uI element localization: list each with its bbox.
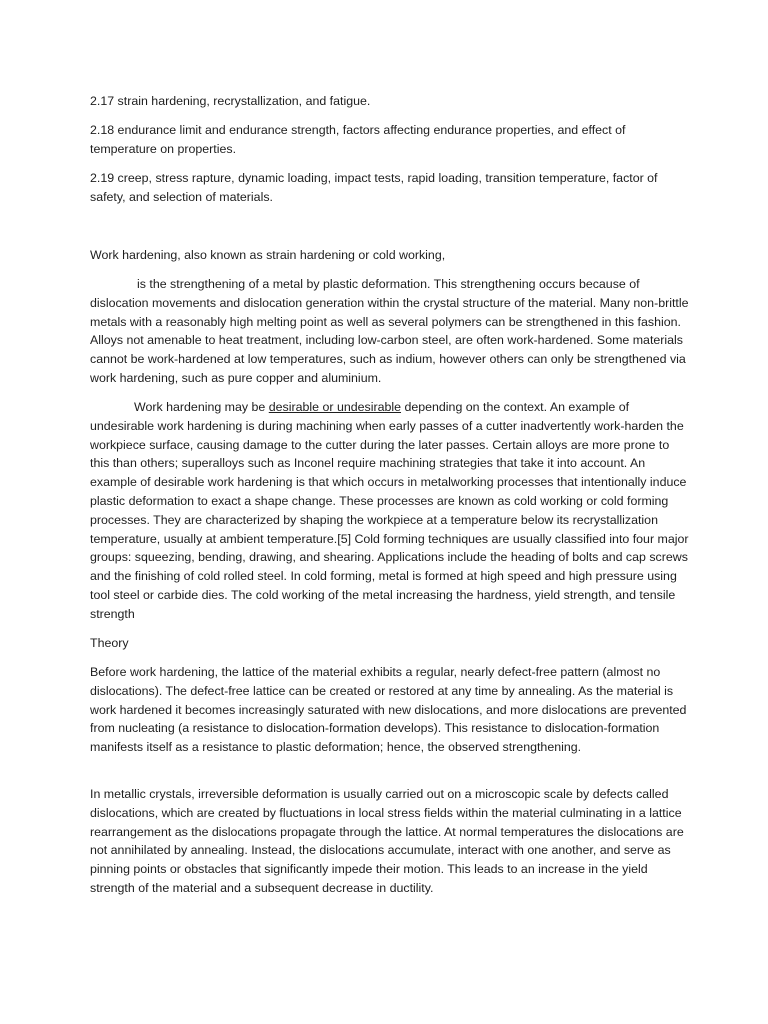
paragraph-desirability [90, 398, 690, 624]
paragraph-dislocations: In metallic crystals, irreversible deformation is usually carried out on a microscopic scale by defects called dislocations, which are created by fluctuations in local stress fields within the material culminating in a lattice rearrangement as the dislocations propagate through the lattice. At normal temperatures the dislocations are not annihilated by annealing. Instead, the dislocations accumulate, interact with one another, and serve as pinning points or obstacles that significantly impede their motion. This leads to an increase in the yield strength of the material and a subsequent decrease in ductility. [90, 787, 684, 895]
paragraph-desirability-body: depending on the context. An example of undesirable work hardening is during machining when early passes of a cutter inadvertently work-harden the workpiece surface, causing damage to the cutter during the later passes. Certain alloys are more prone to this than others; superalloys such as Inconel require machining strategies that take it into account. An example of desirable work hardening is that which occurs in metalworking processes that intentionally induce plastic deformation to exact a shape change. These processes are known as cold working or cold forming processes. They are characterized by shaping the workpiece at a temperature below its recrystallization temperature, usually at ambient temperature.[5] Cold forming techniques are usually classified into four major groups: squeezing, bending, drawing, and shearing. Applications include the heading of bolts and cap screws and the finishing of cold rolled steel. In cold forming, metal is formed at high speed and high pressure using tool steel or carbide dies. The cold working of the metal increasing the hardness, yield strength, and tensile strength [90, 400, 689, 621]
intro-line: Work hardening, also known as strain hardening or cold working, [90, 248, 446, 262]
underlined-phrase: desirable or undesirable [268, 400, 402, 414]
paragraph-definition: is the strengthening of a metal by plastic deformation. This strengthening occurs because of dislocation movements and dislocation generation within the crystal structure of the material. Many non-brittle metals with a reasonably high melting point as well as several polymers can be strengthened in this fashion. Alloys not amenable to heat treatment, including low-carbon steel, are often work-hardened. Some materials cannot be work-hardened at low temperatures, such as indium, however others can only be strengthened via work hardening, such as pure copper and aluminium. [90, 277, 689, 385]
paragraph-lattice: Before work hardening, the lattice of the material exhibits a regular, nearly defect-free pattern (almost no dislocations). The defect-free lattice can be created or restored at any time by annealing. As the material is work hardened it becomes increasingly saturated with new dislocations, and more dislocations are prevented from nucleating (a resistance to dislocation-formation develops). This resistance to dislocation-formation manifests itself as a resistance to plastic deformation; hence, the observed strengthening. [90, 665, 687, 755]
section-heading-theory: Theory [90, 636, 129, 650]
outline-item-2-19: 2.19 creep, stress rapture, dynamic loading, impact tests, rapid loading, transition temperature, factor of safety, and selection of materials. [90, 171, 658, 204]
outline-item-2-17: 2.17 strain hardening, recrystallization, and fatigue. [90, 94, 371, 108]
paragraph-desirability-lead: Work hardening may be [134, 400, 269, 414]
outline-item-2-18: 2.18 endurance limit and endurance strength, factors affecting endurance properties, and effect of temperature on properties. [90, 123, 626, 156]
